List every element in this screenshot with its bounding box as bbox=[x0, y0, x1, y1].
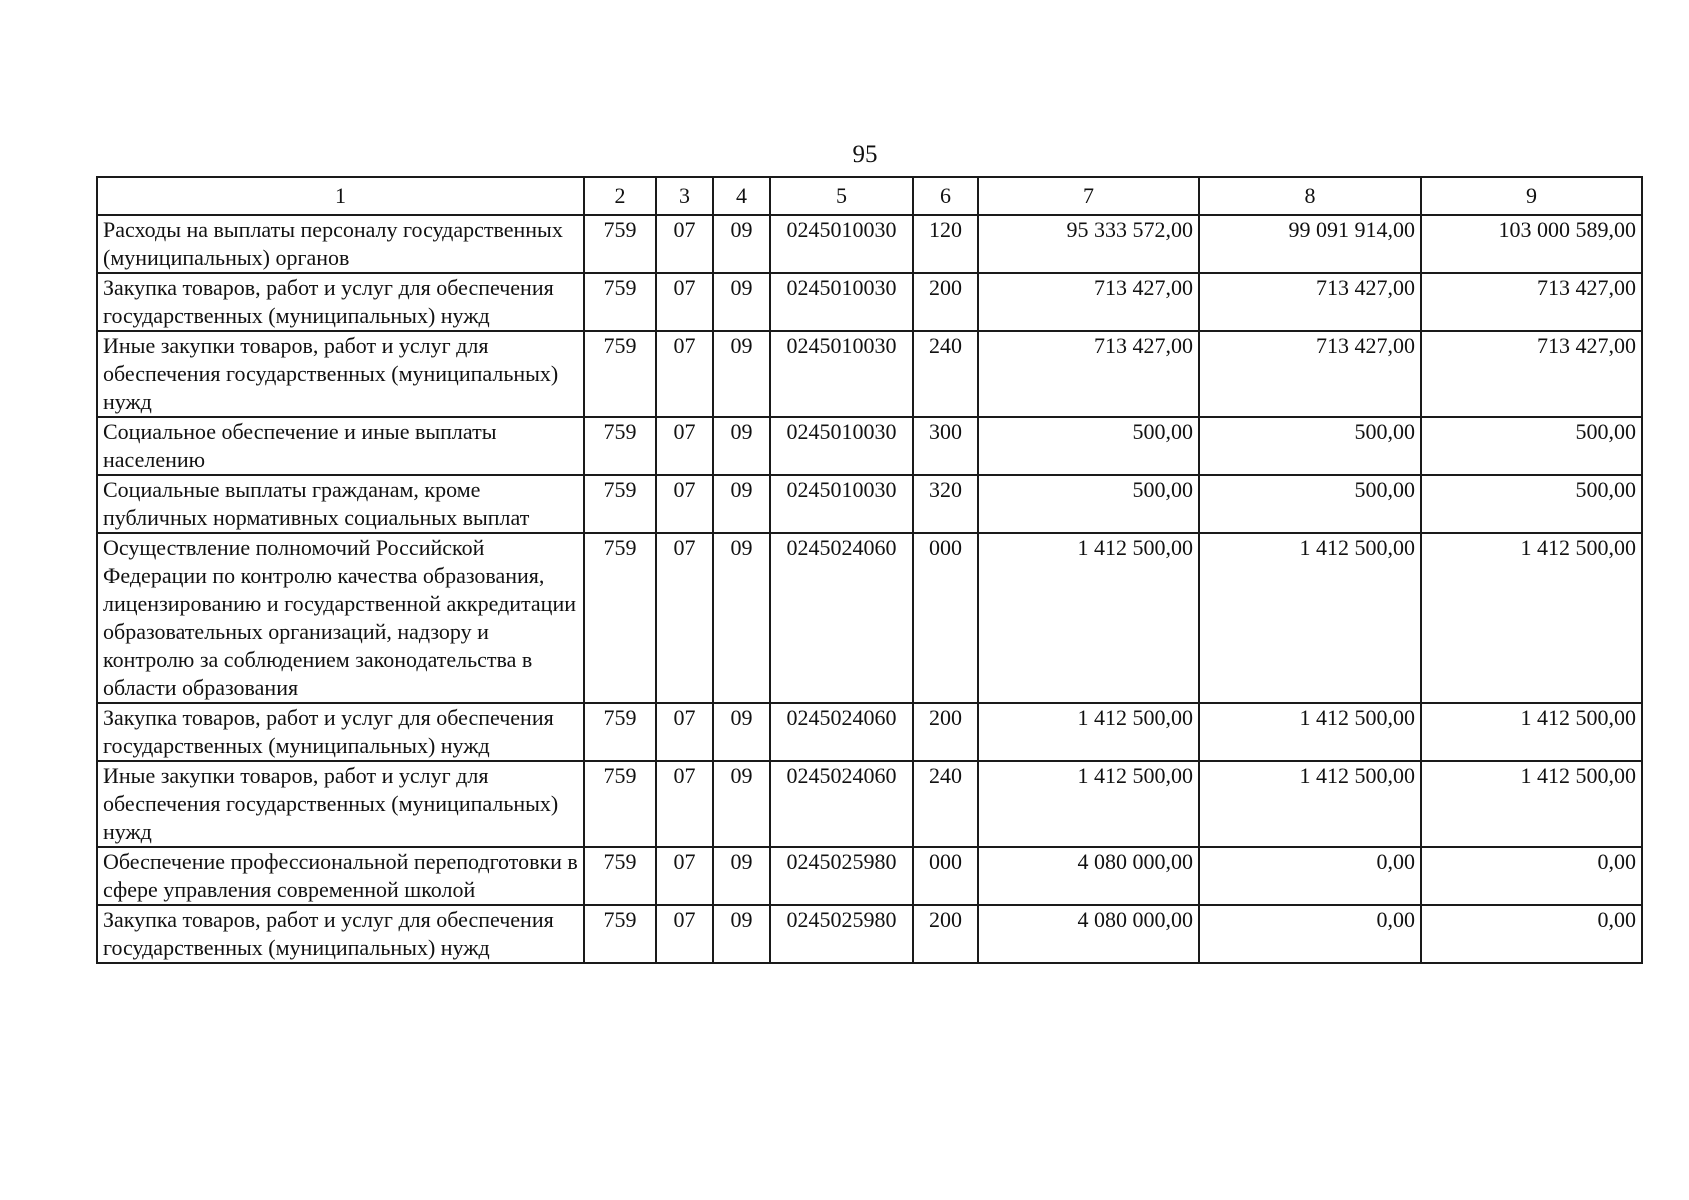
cell-col2: 759 bbox=[584, 215, 656, 273]
column-header: 5 bbox=[770, 177, 913, 215]
budget-table bbox=[96, 176, 1643, 964]
table-row bbox=[97, 847, 1642, 905]
column-header: 1 bbox=[97, 177, 584, 215]
cell-col8: 0,00 bbox=[1199, 847, 1421, 905]
table-row bbox=[97, 215, 1642, 273]
table-row bbox=[97, 533, 1642, 703]
cell-col8: 0,00 bbox=[1199, 905, 1421, 963]
cell-col9: 713 427,00 bbox=[1421, 273, 1642, 331]
cell-col3: 07 bbox=[656, 215, 713, 273]
cell-col6: 200 bbox=[913, 703, 978, 761]
cell-col4: 09 bbox=[713, 533, 770, 703]
cell-col4: 09 bbox=[713, 905, 770, 963]
cell-col6: 000 bbox=[913, 533, 978, 703]
row-name: Социальное обеспечение и иные выплаты населению bbox=[97, 417, 584, 475]
cell-col7: 713 427,00 bbox=[978, 273, 1199, 331]
cell-col5: 0245024060 bbox=[770, 761, 913, 847]
row-name: Расходы на выплаты персоналу государственных (муниципальных) органов bbox=[97, 215, 584, 273]
cell-col8: 713 427,00 bbox=[1199, 331, 1421, 417]
table-row bbox=[97, 761, 1642, 847]
cell-col3: 07 bbox=[656, 761, 713, 847]
column-header: 2 bbox=[584, 177, 656, 215]
cell-col7: 713 427,00 bbox=[978, 331, 1199, 417]
cell-col9: 713 427,00 bbox=[1421, 331, 1642, 417]
row-name: Закупка товаров, работ и услуг для обеспечения государственных (муниципальных) нужд bbox=[97, 703, 584, 761]
cell-col8: 1 412 500,00 bbox=[1199, 761, 1421, 847]
cell-col9: 103 000 589,00 bbox=[1421, 215, 1642, 273]
cell-col7: 1 412 500,00 bbox=[978, 533, 1199, 703]
cell-col2: 759 bbox=[584, 703, 656, 761]
cell-col6: 200 bbox=[913, 905, 978, 963]
cell-col7: 1 412 500,00 bbox=[978, 703, 1199, 761]
cell-col6: 320 bbox=[913, 475, 978, 533]
cell-col4: 09 bbox=[713, 215, 770, 273]
cell-col6: 120 bbox=[913, 215, 978, 273]
cell-col9: 1 412 500,00 bbox=[1421, 533, 1642, 703]
cell-col4: 09 bbox=[713, 703, 770, 761]
cell-col2: 759 bbox=[584, 331, 656, 417]
cell-col3: 07 bbox=[656, 703, 713, 761]
cell-col5: 0245010030 bbox=[770, 215, 913, 273]
cell-col8: 1 412 500,00 bbox=[1199, 703, 1421, 761]
table-row bbox=[97, 417, 1642, 475]
cell-col4: 09 bbox=[713, 331, 770, 417]
cell-col8: 713 427,00 bbox=[1199, 273, 1421, 331]
page-number: 95 bbox=[852, 141, 878, 168]
cell-col3: 07 bbox=[656, 331, 713, 417]
column-header: 9 bbox=[1421, 177, 1642, 215]
cell-col7: 1 412 500,00 bbox=[978, 761, 1199, 847]
cell-col7: 95 333 572,00 bbox=[978, 215, 1199, 273]
cell-col8: 1 412 500,00 bbox=[1199, 533, 1421, 703]
cell-col3: 07 bbox=[656, 417, 713, 475]
cell-col4: 09 bbox=[713, 273, 770, 331]
cell-col9: 500,00 bbox=[1421, 475, 1642, 533]
cell-col2: 759 bbox=[584, 905, 656, 963]
row-name: Закупка товаров, работ и услуг для обеспечения государственных (муниципальных) нужд bbox=[97, 905, 584, 963]
table-row bbox=[97, 475, 1642, 533]
cell-col6: 000 bbox=[913, 847, 978, 905]
cell-col4: 09 bbox=[713, 475, 770, 533]
cell-col5: 0245010030 bbox=[770, 475, 913, 533]
cell-col5: 0245025980 bbox=[770, 905, 913, 963]
cell-col5: 0245010030 bbox=[770, 273, 913, 331]
cell-col2: 759 bbox=[584, 847, 656, 905]
cell-col6: 240 bbox=[913, 331, 978, 417]
cell-col4: 09 bbox=[713, 847, 770, 905]
cell-col5: 0245010030 bbox=[770, 331, 913, 417]
row-name: Иные закупки товаров, работ и услуг для обеспечения государственных (муниципальных) нужд bbox=[97, 761, 584, 847]
cell-col9: 0,00 bbox=[1421, 905, 1642, 963]
table-row bbox=[97, 703, 1642, 761]
cell-col2: 759 bbox=[584, 533, 656, 703]
cell-col3: 07 bbox=[656, 273, 713, 331]
cell-col2: 759 bbox=[584, 475, 656, 533]
row-name: Закупка товаров, работ и услуг для обеспечения государственных (муниципальных) нужд bbox=[97, 273, 584, 331]
column-header: 7 bbox=[978, 177, 1199, 215]
cell-col7: 4 080 000,00 bbox=[978, 905, 1199, 963]
cell-col2: 759 bbox=[584, 761, 656, 847]
cell-col3: 07 bbox=[656, 905, 713, 963]
column-header: 8 bbox=[1199, 177, 1421, 215]
cell-col4: 09 bbox=[713, 761, 770, 847]
column-header: 6 bbox=[913, 177, 978, 215]
cell-col3: 07 bbox=[656, 847, 713, 905]
cell-col2: 759 bbox=[584, 417, 656, 475]
cell-col4: 09 bbox=[713, 417, 770, 475]
cell-col8: 500,00 bbox=[1199, 475, 1421, 533]
cell-col8: 99 091 914,00 bbox=[1199, 215, 1421, 273]
column-header: 4 bbox=[713, 177, 770, 215]
cell-col7: 4 080 000,00 bbox=[978, 847, 1199, 905]
row-name: Осуществление полномочий Российской Федерации по контролю качества образования, лицензированию и государственной аккредитации образовательных организаций, надзору и контролю за соблюдением законодательства в области образования bbox=[97, 533, 584, 703]
cell-col5: 0245024060 bbox=[770, 703, 913, 761]
cell-col5: 0245010030 bbox=[770, 417, 913, 475]
table-row bbox=[97, 905, 1642, 963]
cell-col9: 1 412 500,00 bbox=[1421, 703, 1642, 761]
cell-col6: 300 bbox=[913, 417, 978, 475]
cell-col6: 240 bbox=[913, 761, 978, 847]
cell-col3: 07 bbox=[656, 533, 713, 703]
cell-col5: 0245025980 bbox=[770, 847, 913, 905]
cell-col7: 500,00 bbox=[978, 417, 1199, 475]
row-name: Обеспечение профессиональной переподготовки в сфере управления современной школой bbox=[97, 847, 584, 905]
table-row bbox=[97, 273, 1642, 331]
cell-col7: 500,00 bbox=[978, 475, 1199, 533]
cell-col5: 0245024060 bbox=[770, 533, 913, 703]
cell-col9: 0,00 bbox=[1421, 847, 1642, 905]
row-name: Социальные выплаты гражданам, кроме публичных нормативных социальных выплат bbox=[97, 475, 584, 533]
column-header: 3 bbox=[656, 177, 713, 215]
cell-col3: 07 bbox=[656, 475, 713, 533]
cell-col2: 759 bbox=[584, 273, 656, 331]
cell-col8: 500,00 bbox=[1199, 417, 1421, 475]
table-row bbox=[97, 331, 1642, 417]
cell-col6: 200 bbox=[913, 273, 978, 331]
header-row bbox=[97, 177, 1642, 215]
row-name: Иные закупки товаров, работ и услуг для обеспечения государственных (муниципальных) нужд bbox=[97, 331, 584, 417]
cell-col9: 500,00 bbox=[1421, 417, 1642, 475]
cell-col9: 1 412 500,00 bbox=[1421, 761, 1642, 847]
